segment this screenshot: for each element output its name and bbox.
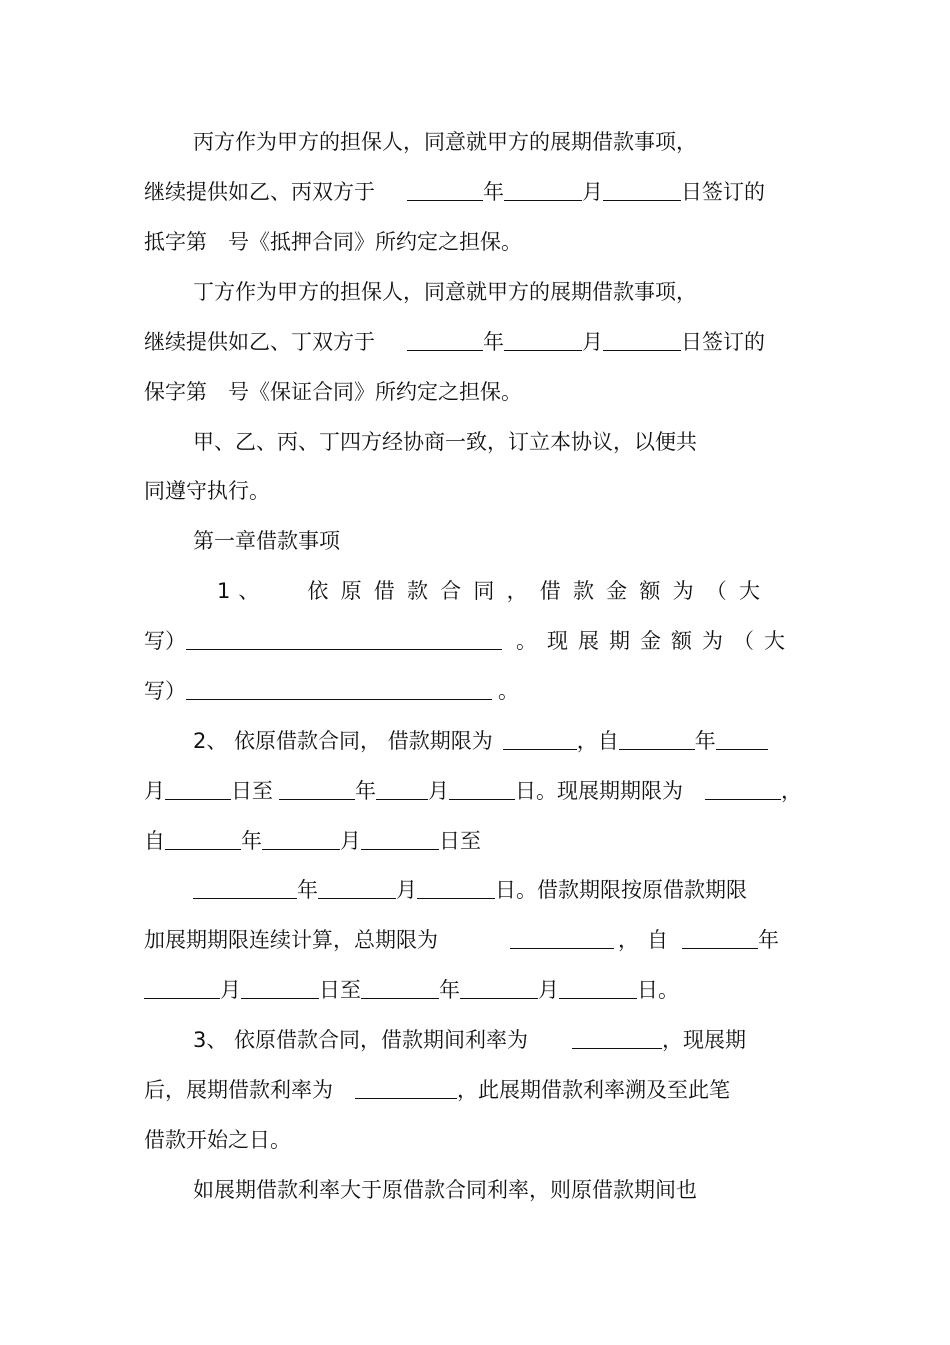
blank-year — [279, 779, 355, 800]
text: 年 — [297, 878, 318, 902]
blank-day — [241, 978, 319, 999]
blank-amount-extended — [186, 679, 492, 700]
blank-year — [682, 928, 758, 949]
text: 年 — [694, 729, 716, 753]
text: 。现展期金额为（大 — [516, 629, 795, 653]
text: 月 — [582, 330, 603, 354]
text: 抵字第 号《抵押合同》所约定之担保。 — [144, 230, 522, 254]
blank-extended-rate — [355, 1078, 457, 1099]
text: 日。现展期期限为 — [515, 779, 683, 803]
text: 年 — [355, 779, 376, 803]
text: 。 — [498, 679, 519, 703]
text: 月 — [144, 779, 165, 803]
text: 日签订的 — [681, 330, 765, 354]
p4-line1 — [193, 1176, 697, 1204]
text: 2、 依原借款合同， 借款期限为 — [193, 729, 493, 753]
text: ，此展期借款利率溯及至此笔 — [457, 1078, 730, 1102]
blank-original-rate — [572, 1028, 662, 1049]
blank-year — [407, 180, 483, 201]
text: 继续提供如乙、丙双方于 — [144, 180, 375, 204]
blank-month — [504, 180, 582, 201]
blank-month — [460, 978, 538, 999]
text: 保字第 号《保证合同》所约定之担保。 — [144, 380, 522, 404]
blank-year — [619, 729, 695, 750]
text: 日。借款期限按原借款期限 — [495, 878, 747, 902]
chapter-title — [193, 527, 340, 555]
blank-term — [503, 729, 577, 750]
item2-line1 — [193, 727, 768, 755]
item2-line2 — [144, 777, 802, 805]
text: 如展期借款利率大于原借款合同利率，则原借款期间也 — [193, 1178, 697, 1202]
text: 写） — [144, 679, 186, 703]
text: 第一章借款事项 — [193, 529, 340, 553]
blank-month — [262, 829, 340, 850]
blank-day — [449, 779, 515, 800]
p1-line3 — [144, 228, 522, 256]
text: 年 — [241, 829, 262, 853]
text: 日至 — [439, 829, 481, 853]
item2-line4 — [193, 876, 747, 904]
blank-year — [165, 829, 241, 850]
text: 丁方作为甲方的担保人，同意就甲方的展期借款事项， — [193, 280, 697, 304]
text: ， — [781, 779, 802, 803]
text: 丙方作为甲方的担保人，同意就甲方的展期借款事项， — [193, 130, 697, 154]
item1-line1 — [217, 577, 772, 605]
blank-month — [318, 878, 396, 899]
text: 后，展期借款利率为 — [144, 1078, 333, 1102]
blank-month — [504, 330, 582, 351]
blank-day — [603, 330, 681, 351]
blank-day — [165, 779, 231, 800]
text: 年 — [483, 330, 504, 354]
text: 年 — [439, 978, 460, 1002]
text: 借款开始之日。 — [144, 1128, 291, 1152]
text: 3、 依原借款合同，借款期间利率为 — [193, 1028, 529, 1052]
text: ，自 — [618, 928, 676, 952]
blank-day — [361, 829, 439, 850]
text: 写） — [144, 629, 186, 653]
text: 日至 — [319, 978, 361, 1002]
blank-day — [417, 878, 495, 899]
text: 月 — [220, 978, 241, 1002]
item2-line3 — [144, 827, 481, 855]
blank-year — [361, 978, 439, 999]
text: 月 — [538, 978, 559, 1002]
blank-amount-original — [186, 629, 502, 650]
text: 依原借款合同，借款金额为（大 — [307, 579, 773, 603]
blank-extended-term — [705, 779, 781, 800]
blank-month — [144, 978, 220, 999]
p1-line2 — [144, 178, 765, 206]
blank-day — [559, 978, 637, 999]
text: 月 — [396, 878, 417, 902]
text: 自 — [144, 829, 165, 853]
blank-month — [376, 779, 428, 800]
blank-month — [716, 729, 768, 750]
item1-line2 — [144, 627, 795, 655]
text: 月 — [428, 779, 449, 803]
text: 年 — [758, 928, 779, 952]
item2-line6 — [144, 976, 679, 1004]
blank-day — [603, 180, 681, 201]
text: ，自 — [576, 729, 619, 753]
blank-year — [407, 330, 483, 351]
text: 日。 — [637, 978, 679, 1002]
text: 加展期期限连续计算，总期限为 — [144, 928, 438, 952]
item3-line1 — [193, 1026, 746, 1054]
text: 同遵守执行。 — [144, 479, 270, 503]
text: 1、 — [217, 579, 268, 603]
blank-year — [193, 878, 297, 899]
item3-line3 — [144, 1126, 291, 1154]
p3-line1 — [193, 428, 697, 456]
text: 日至 — [231, 779, 273, 803]
text: 继续提供如乙、丁双方于 — [144, 330, 375, 354]
item2-line5 — [144, 926, 779, 954]
text: ，现展期 — [662, 1028, 747, 1052]
text: 月 — [582, 180, 603, 204]
p1-line1 — [193, 128, 697, 156]
text: 月 — [340, 829, 361, 853]
p2-line3 — [144, 378, 522, 406]
text: 年 — [483, 180, 504, 204]
item1-line3 — [144, 677, 519, 705]
item3-line2 — [144, 1076, 730, 1104]
p3-line2 — [144, 477, 270, 505]
blank-total-term — [510, 928, 614, 949]
text: 甲、乙、丙、丁四方经协商一致，订立本协议，以便共 — [193, 430, 697, 454]
p2-line2 — [144, 328, 765, 356]
p2-line1 — [193, 278, 697, 306]
text: 日签订的 — [681, 180, 765, 204]
